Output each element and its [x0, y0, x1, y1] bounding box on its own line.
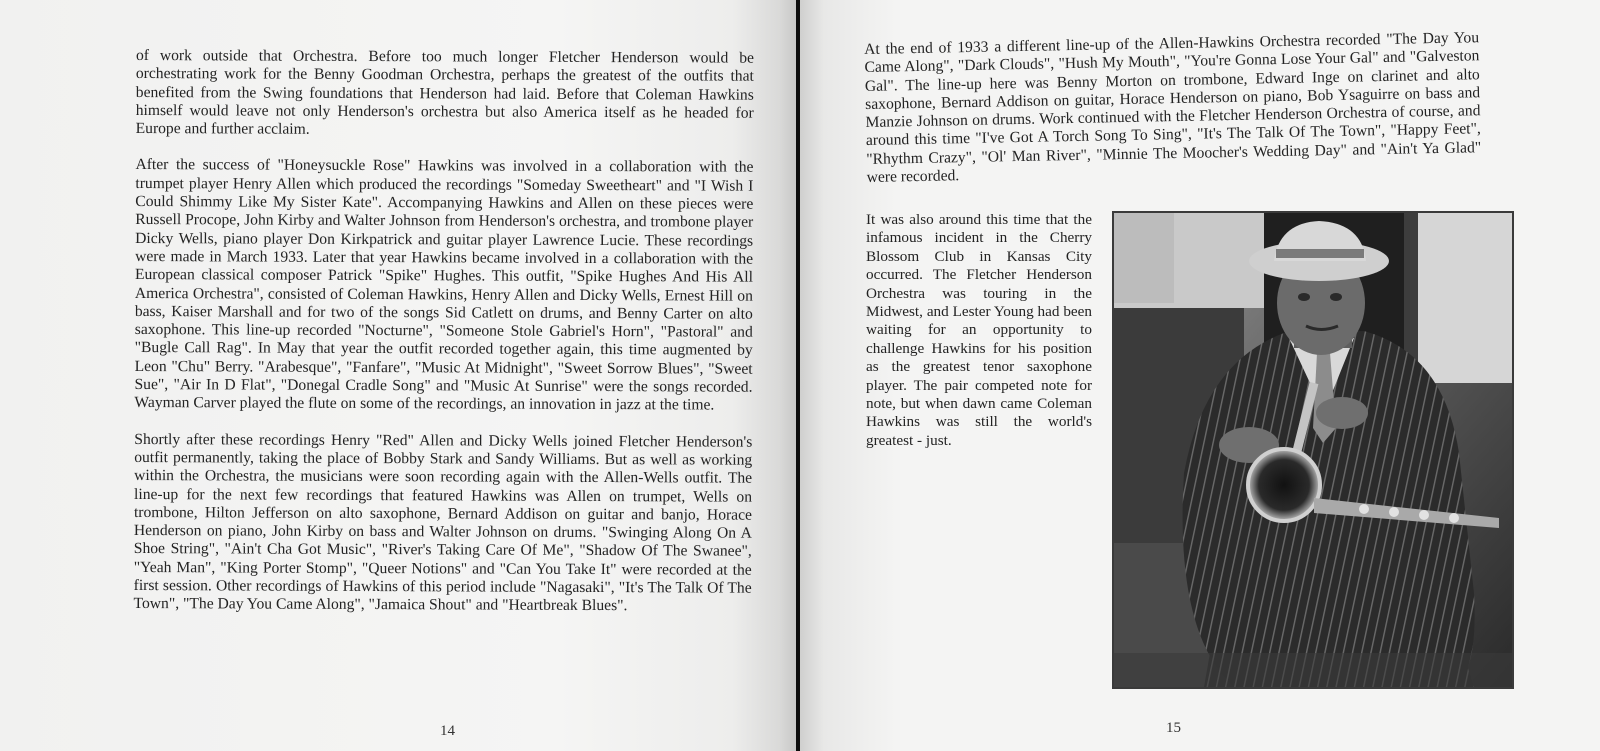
left-page-text: [134, 47, 754, 616]
left-paragraph-1: of work outside that Orchestra. Before too much longer Fletcher Henderson would be orchestrating work for the Benny Goodman Orchestra, perhaps the greatest of the outfits that benefited from the Swing foundations that Henderson had laid. Before that Coleman Hawkins himself would leave not only Henderson's orchestra but also America itself as he headed for Europe and further acclaim.: [135, 47, 754, 138]
left-paragraph-3: Shortly after these recordings Henry "Red" Allen and Dicky Wells joined Fletcher Henderson's outfit permanently, taking the place of Bobby Stark and Sandy Williams. But as well as working within the Orchestra, the musicians were soon recording again with the Allen-Wells outfit. The line-up for the next few recordings that featured Hawkins was Allen on trumpet, Wells on trombone, Hilton Jefferson on alto saxophone, Bernard Addison on guitar and banjo, Horace Henderson on piano, John Kirby on bass and Walter Johnson on drums. "Swinging Along On A Shoe String", "Ain't Cha Got Music", "River's Taking Care Of Me", "Shadow Of The Swanee", "Yeah Man", "King Porter Stomp", "Queer Notions" and "Can You Take It" were recorded at the first session. Other recordings of Hawkins of this period include "Nagasaki", "It's The Talk Of The Town", "The Day You Came Along", "Jamaica Shout" and "Heartbreak Blues".: [133, 430, 753, 615]
saxophonist-photo: [1112, 211, 1514, 689]
left-paragraph-2: After the success of "Honeysuckle Rose" Hawkins was involved in a collaboration with the trumpet player Henry Allen which produced the recordings "Someday Sweetheart" and "I Wish I Could Shimmy Like My Sister Kate". Accompanying Hawkins and Allen on these pieces were Russell Procope, John Kirby and Walter Johnson from Henderson's orchestra, and trombone player Dicky Wells, piano player Don Kirkpatrick and guitar player Lawrence Lucie. These recordings were made in March 1933. Later that year Hawkins became involved in a collaboration with the European classical composer Patrick "Spike" Hughes. This outfit, "Spike Hughes And His All America Orchestra", consisted of Coleman Hawkins, Henry Allen and Dicky Wells, Ernest Hill on bass, Kaiser Marshall and for two of the songs Sid Catlett on drums, and Benny Carter on alto saxophone. This line-up recorded "Nocturne", "Someone Stole Gabriel's Horn", "Pastoral" and "Bugle Call Rag". In May that year the outfit recorded together again, this time augmented by Leon "Chu" Berry. "Arabesque", "Fanfare", "Music At Midnight", "Sweet Sorrow Blues", "Sweet Sue", "Air In D Flat", "Donegal Cradle Song" and "Music At Sunrise" were the songs recorded. Wayman Carver played the flute on some of the recordings, an innovation in jazz at the time.: [134, 156, 754, 414]
right-top-paragraph: At the end of 1933 a different line-up of the Allen-Hawkins Orchestra recorded "The Day You Came Along", "Dark Clouds", "Hush My Mouth", "You're Gonna Lose Your Gal" and "Galveston Gal". The line-up here was Benny Morton on trombone, Edward Inge on clarinet and alto saxophone, Bernard Addison on guitar, Horace Henderson on piano, Bob Ysaguirre on bass and Manzie Johnson on drums. Work continued with the Fletcher Henderson Orchestra of course, and around this time "I've Got A Torch Song To Sing", "It's The Talk Of The Town", "Happy Feet", "Rhythm Crazy", "Ol' Man River", "Minnie The Moocher's Wedding Day" and "Ain't Ya Glad" were recorded.: [864, 29, 1482, 187]
right-page-number: 15: [1166, 720, 1181, 736]
left-page-number: 14: [440, 723, 455, 739]
right-side-paragraph: It was also around this time that the infamous incident in the Cherry Blossom Club in Kansas City occurred. The Fletcher Henderson Orchestra was touring in the Midwest, and Lester Young had been waiting for an opportunity to challenge Hawkins for his position as the greatest tenor saxophone player. The pair competed note for note, but when dawn came Coleman Hawkins was still the world's greatest - just.: [866, 211, 1092, 449]
